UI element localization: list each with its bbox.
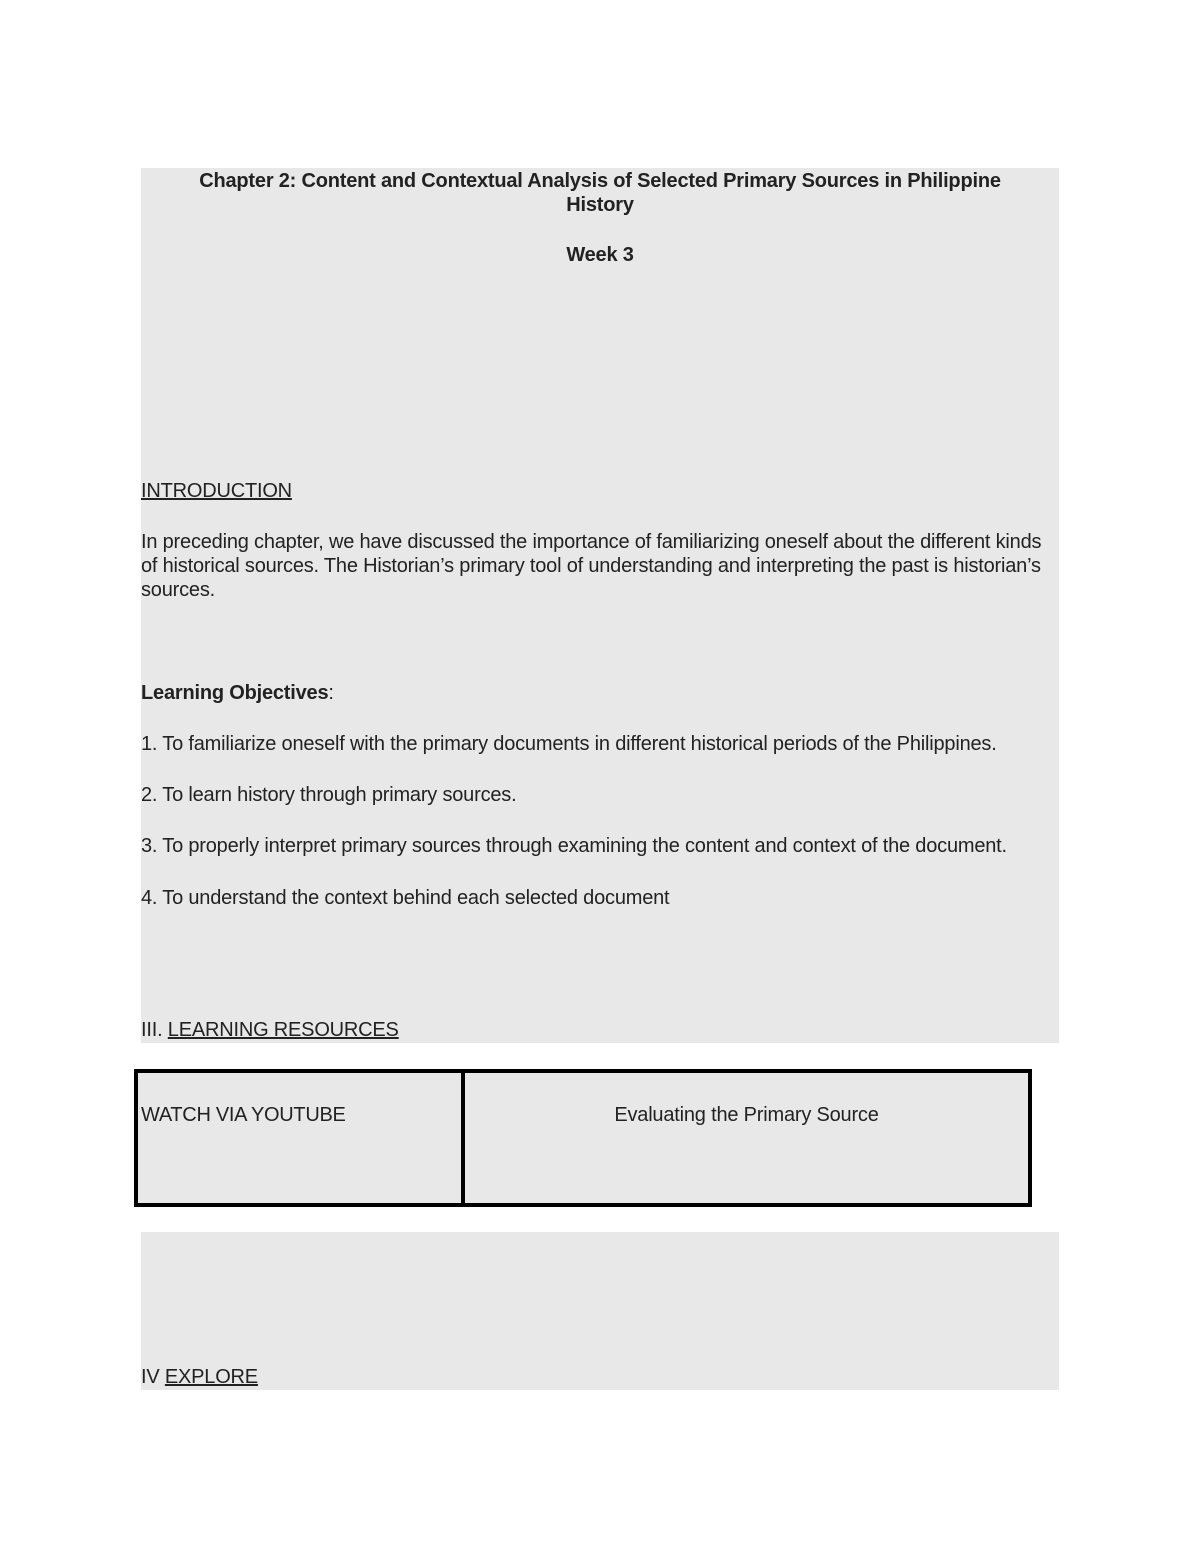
explore-title: EXPLORE <box>164 1366 258 1388</box>
learning-resources-heading <box>141 1018 399 1042</box>
content-block-bottom <box>141 1232 1059 1390</box>
explore-heading <box>141 1365 258 1389</box>
objective-item-2: 2. To learn history through primary sources. <box>141 784 517 806</box>
video-title: Evaluating the Primary Source <box>614 1104 879 1126</box>
resource-cell-source <box>138 1073 465 1203</box>
resource-cell-title <box>465 1073 1028 1203</box>
objective-item-3: 3. To properly interpret primary sources through examining the content and context of the document. <box>141 835 1007 857</box>
objectives-heading <box>141 681 334 705</box>
chapter-title: Chapter 2: Content and Contextual Analysis of Selected Primary Sources in Philippine History <box>199 170 1001 216</box>
learning-resources-table <box>134 1069 1032 1207</box>
learning-resources-prefix: III. <box>141 1019 168 1041</box>
objective-item-4: 4. To understand the context behind each selected document <box>141 887 670 909</box>
explore-prefix: IV <box>141 1366 165 1388</box>
week-label: Week 3 <box>566 244 634 266</box>
objectives-heading-colon: : <box>328 682 334 704</box>
learning-resources-title: LEARNING RESOURCES <box>167 1019 399 1041</box>
objectives-heading-text: Learning Objectives <box>141 682 329 704</box>
content-block-top <box>141 168 1059 1043</box>
introduction-heading: INTRODUCTION <box>141 480 292 502</box>
objective-item-1: 1. To familiarize oneself with the primary documents in different historical periods of the Philippines. <box>141 733 997 755</box>
introduction-paragraph: In preceding chapter, we have discussed the importance of familiarizing oneself about the different kinds of historical sources. The Historian’s primary tool of understanding and interpreting the past is historian’s sources. <box>141 531 1042 601</box>
watch-via-youtube-label: WATCH VIA YOUTUBE <box>141 1104 346 1126</box>
